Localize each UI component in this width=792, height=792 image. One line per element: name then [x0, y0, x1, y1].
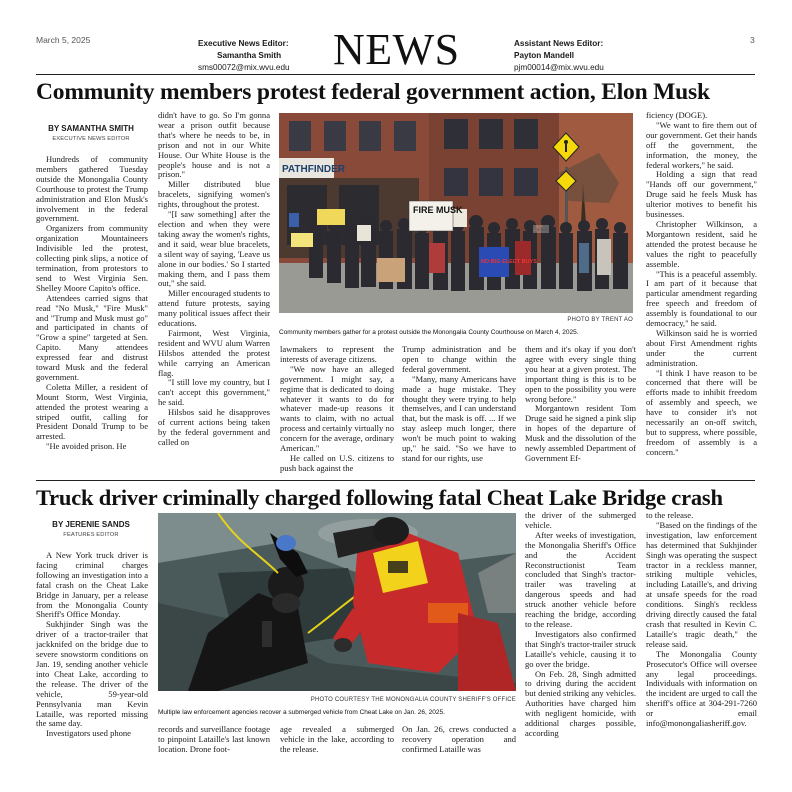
paragraph: He called on U.S. citizens to push back against the — [280, 452, 394, 473]
paragraph: Organizers from community organization Mountaineers Indivisible led the protest, collecting pink slips, a notice of termination, from protestors to send to West Virginia Sen. Shelley Moore Capito's office. — [36, 223, 148, 293]
paragraph: Hundreds of community members gathered Tuesday outside the Monongalia County Courthouse to protest the Trump administration and Elon Musk's involvement in the federal government. — [36, 155, 148, 224]
paragraph: Sukhjinder Singh was the driver of a tractor-trailer that jackknifed on the bridge due to severe snowstorm conditions on Jan. 19, sending another vehicle into Cheat Lake, according to the release. The driver of the vehicle, 59-year-old Pennsylvania man Kevin Lataille, was reported missing the same day. — [36, 619, 148, 729]
executive-editor-title: Executive News Editor: — [198, 39, 289, 48]
executive-editor-email[interactable]: sms00072@mix.wvu.edu — [198, 63, 290, 72]
paragraph: After weeks of investigation, the Monongalia Sheriff's Office and the Accident Reconstructionist Team concluded that Singh's tractor-trailer was traveling at dangerous speeds and had struck another vehicle before reaching the bridge, according to the release. — [525, 529, 636, 629]
paragraph: Hilsbos said he disapproves of current actions being taken by the federal government and called on — [158, 407, 270, 447]
paragraph: the driver of the submerged vehicle. — [525, 511, 636, 530]
recovery-photo-credit: PHOTO COURTESY THE MONONGALIA COUNTY SHERIFF'S OFFICE — [310, 697, 516, 703]
paragraph: ficiency (DOGE). — [646, 111, 708, 120]
paragraph: "We want to fire them out of our government. Get their hands off the government, the information, the money, the federal workers," he said. — [646, 119, 757, 170]
paragraph: Holding a sign that read "Hands off our government," Druge said he feels Musk has ulterior motives to benefit his businesses. — [646, 169, 757, 220]
protest-photo — [279, 113, 633, 313]
paragraph: Miller encouraged students to attend future protests, saying many political issues affect their educations. — [158, 288, 270, 329]
page-number: 3 — [750, 35, 755, 45]
executive-editor-block — [198, 38, 290, 74]
paragraph: Investigators used phone — [46, 728, 131, 739]
paragraph: "I still love my country, but I can't accept this government," he said. — [158, 377, 270, 408]
paragraph: "He avoided prison. He — [46, 441, 127, 452]
story1-byline: BY SAMANTHA SMITH — [48, 124, 134, 133]
paragraph: On Feb. 28, Singh admitted to driving during the accident but denied striking any vehicles. Authorities have charged him with negligent homicide, with additional charges possible, according — [525, 668, 636, 738]
paragraph: "[I saw something] after the election and when they were taking away the women's rights, and it said, wear blue bracelets, a silent way of saying, 'Leave us alone in our bodies.' So I started making them, and I pass them out," she said. — [158, 209, 270, 289]
story1-column-3 — [280, 345, 394, 473]
story1-byline-title: EXECUTIVE NEWS EDITOR — [52, 136, 130, 142]
assistant-editor-title: Assistant News Editor: — [514, 39, 604, 48]
storefront-sign: PATHFINDER — [282, 164, 345, 175]
paragraph: "Many, many Americans have made a huge mistake. They thought they were trying to help themselves, and I can understand that, but the mask is off. ... If we stay asleep much longer, there won't be much point to waking up," he said. "So we have to stand for our rights, use — [402, 373, 516, 463]
story2-column-4 — [402, 725, 516, 759]
story2-column-3 — [280, 725, 394, 759]
paragraph: Morgantown resident Tom Druge said he signed a pink slip in hopes of the departure of Musk and the dissolution of the newly assembled Department of Government Ef- — [525, 403, 636, 463]
story1-column-2 — [158, 111, 270, 473]
right-protest-sign: NO BIG ELECT BUYS — [481, 259, 537, 265]
paragraph: "We now have an alleged government. I might say, a regime that is dedicated to doing whatever it wants to do for whatever made-up reasons it wants to claim, with no actual process and certainly virtually no concern for the average, ordinary American." — [280, 363, 394, 454]
paragraph: The Monongalia County Prosecutor's Office will oversee any legal proceedings. Individuals with information on the incident are urged to call the sheriff's office at 304-291-7260 or email info@monongaliasheriff.gov. — [646, 648, 757, 729]
assistant-editor-name: Payton Mandell — [514, 51, 575, 60]
paragraph: Wilkinson said he is worried about First Amendment rights under the current administration. — [646, 327, 757, 368]
paragraph: "I think I have reason to be concerned that there will be efforts made to inhibit freedom of assembly and speech, we have to consider it's not necessarily an on-off switch, but to suppress, where possible, freedom of assembly is a concern." — [646, 367, 757, 457]
paragraph: Coletta Miller, a resident of Mount Storm, West Virginia, attended the protest wearing a striped outfit, calling for President Donald Trump to be arrested. — [36, 381, 148, 442]
paragraph: lawmakers to represent the interests of average citizens. — [280, 345, 394, 364]
protest-photo-caption: Community members gather for a protest outside the Monongalia County Courthouse on March 4, 2025. — [279, 329, 579, 336]
protest-photo-credit: PHOTO BY TRENT AO — [567, 317, 633, 323]
small-protest-sign: RESIST — [535, 227, 550, 232]
assistant-editor-email[interactable]: pjm00014@mix.wvu.edu — [514, 63, 604, 72]
paragraph: Attendees carried signs that read "No Musk," "Fire Musk" and "Trump and Musk must go" and participated in chants of "Grow a spine" targeted at Sen. Capito. Many attendees expressed fear and distrust toward Musk and the federal government. — [36, 292, 148, 382]
story1-column-5 — [525, 345, 636, 473]
story1-column-1 — [36, 155, 148, 471]
recovery-photo-caption: Multiple law enforcement agencies recover a submerged vehicle from Cheat Lake on Jan. 26, 2025. — [158, 709, 445, 716]
paragraph: them and it's okay if you don't agree with every single thing you hear at a given protest. The important thing is this is to be open to the possibility you were wrong before." — [525, 345, 636, 404]
paragraph: Investigators also confirmed that Singh's tractor-trailer struck Lataille's vehicle, causing it to go over the bridge. — [525, 628, 636, 669]
fire-musk-sign: FIRE MUSK — [413, 205, 463, 215]
paragraph: "Based on the findings of the investigation, law enforcement has determined that Sukhjinder Singh was operating the suspect tractor in a reckless manner, striking multiple vehicles, including Lataille's, and driving at unsafe speeds for the road conditions. Singh's reckless driving directly caused the fatal crash that resulted in Kevin C. Lataille's tragic death," the release said. — [646, 519, 757, 649]
story2-column-6 — [646, 511, 757, 759]
story2-byline-block — [38, 520, 144, 538]
paragraph: didn't have to go. So I'm gonna wear a prison outfit because that's where he needs to be, in prison and not in our White House. Our White House is the people's house and is not a prison." — [158, 111, 270, 180]
paragraph: Fairmont, West Virginia, resident and WVU alum Warren Hilsbos attended the protest while carrying an American flag. — [158, 327, 270, 378]
paragraph: A New York truck driver is facing criminal charges following an investigation into a fatal crash on the Cheat Lake Bridge in January, per a release from the Monongalia County Sheriff's Office Monday. — [36, 551, 148, 620]
header-rule — [36, 74, 755, 75]
section-masthead: NEWS — [333, 25, 460, 74]
assistant-editor-block — [514, 38, 604, 74]
story2-byline: BY JERENIE SANDS — [52, 520, 130, 529]
story2-column-1 — [36, 551, 148, 757]
paragraph: Trump administration and be open to change within the federal government. — [402, 345, 516, 374]
paragraph: records and surveillance footage to pinpoint Lataille's last known location. Drone foot- — [158, 725, 270, 754]
issue-date: March 5, 2025 — [36, 35, 91, 45]
story1-headline: Community members protest federal government action, Elon Musk — [36, 79, 710, 105]
paragraph: Christopher Wilkinson, a Morgantown resident, said he attended the protest because he values the right to peacefully assemble. — [646, 218, 757, 269]
paragraph: age revealed a submerged vehicle in the lake, according to the release. — [280, 725, 394, 754]
story2-byline-title: FEATURES EDITOR — [63, 532, 119, 538]
recovery-photo — [158, 513, 516, 691]
paragraph: to the release. — [646, 511, 694, 520]
story1-column-6 — [646, 111, 757, 473]
story2-column-5 — [525, 511, 636, 759]
story2-headline: Truck driver criminally charged following fatal Cheat Lake Bridge crash — [36, 485, 723, 510]
story2-column-2 — [158, 725, 270, 759]
story1-byline-block — [38, 124, 144, 142]
paragraph: "This is a peaceful assembly. I am part of it because that particular amendment regarding free speech and freedom of assembly is foundational to our democracy," he said. — [646, 268, 757, 329]
paragraph: Miller distributed blue bracelets, signifying women's rights, throughout the protest. — [158, 179, 270, 210]
story-divider-rule — [36, 480, 755, 481]
paragraph: On Jan. 26, crews conducted a recovery operation and confirmed Lataille was — [402, 725, 516, 754]
executive-editor-name: Samantha Smith — [217, 51, 282, 60]
story1-column-4 — [402, 345, 516, 473]
